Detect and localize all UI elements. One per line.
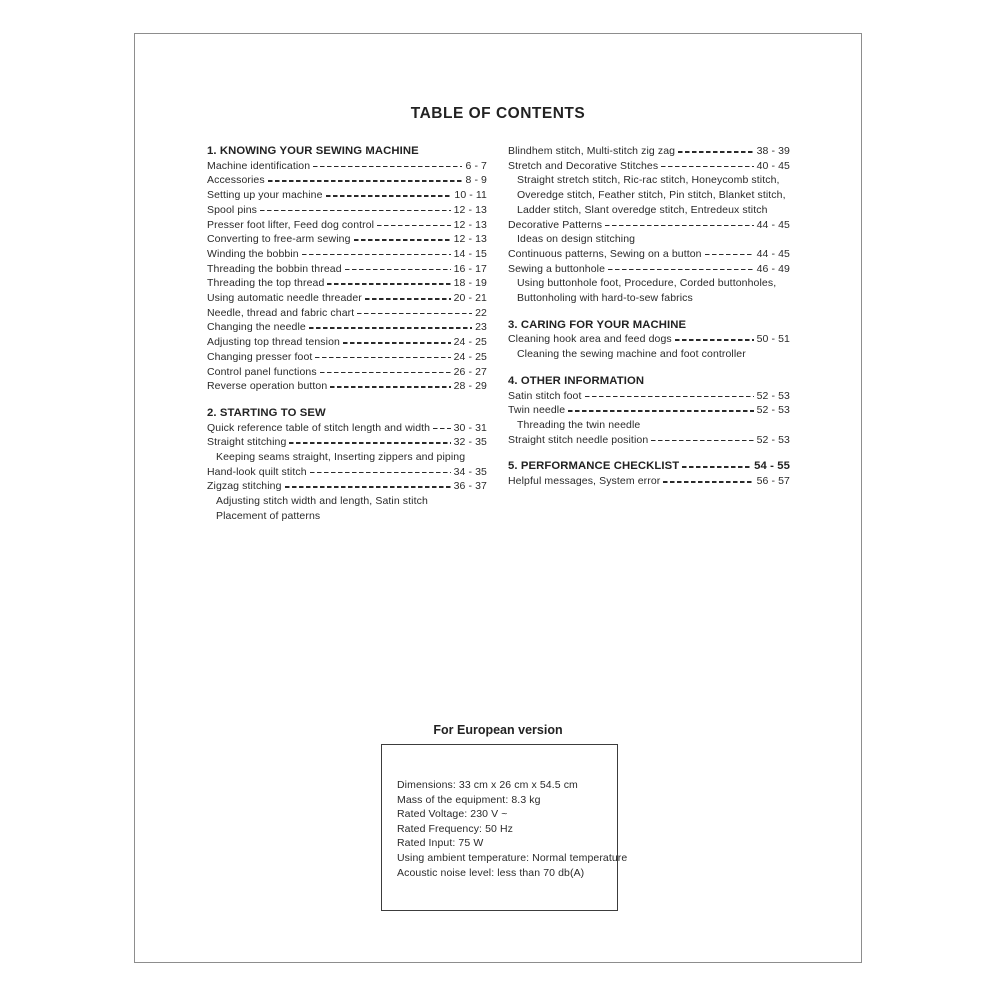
dash-leader xyxy=(306,320,475,335)
toc-entry-pages: 46 - 49 xyxy=(756,262,790,275)
toc-entry-label: Zigzag stitching xyxy=(207,480,282,493)
toc-entry-pages: 22 xyxy=(475,306,487,319)
toc-entry-label: 4. OTHER INFORMATION xyxy=(508,374,645,387)
toc-entry-label: Continuous patterns, Sewing on a button xyxy=(508,247,702,260)
toc-entry-pages: 54 - 55 xyxy=(754,460,790,473)
toc-row xyxy=(508,173,790,188)
toc-entry-pages: 24 - 25 xyxy=(453,336,487,349)
toc-row xyxy=(207,479,487,494)
toc-entry-pages: 14 - 15 xyxy=(453,247,487,260)
spec-line-text: Dimensions: 33 cm x 26 cm x 54.5 cm xyxy=(397,779,578,791)
toc-entry-label: Twin needle xyxy=(508,404,566,417)
toc-entry-label: Stretch and Decorative Stitches xyxy=(508,159,659,172)
toc-entry-pages: 52 - 53 xyxy=(756,433,790,446)
toc-entry-label: Accessories xyxy=(207,174,265,187)
toc-entry-label: Threading the top thread xyxy=(207,277,325,290)
toc-entry-label: Adjusting stitch width and length, Satin stitch xyxy=(216,495,428,508)
toc-entry-label: Straight stitch needle position xyxy=(508,433,649,446)
toc-entry-pages: 50 - 51 xyxy=(756,333,790,346)
toc-row xyxy=(508,247,790,262)
toc-entry-pages: 26 - 27 xyxy=(453,365,487,378)
toc-entry-pages: 20 - 21 xyxy=(453,292,487,305)
toc-entry-label: Winding the bobbin xyxy=(207,247,299,260)
toc-row xyxy=(207,262,487,277)
toc-row xyxy=(207,144,487,159)
dash-leader xyxy=(672,332,757,347)
dash-leader xyxy=(307,465,454,480)
toc-row xyxy=(207,276,487,291)
european-version-heading: For European version xyxy=(433,723,563,737)
toc-entry-pages: 40 - 45 xyxy=(756,159,790,172)
toc-entry-label: Buttonholing with hard-to-sew fabrics xyxy=(517,292,693,305)
dash-leader xyxy=(648,433,756,448)
toc-entry-label: Reverse operation button xyxy=(207,380,328,393)
toc-entry-pages: 12 - 13 xyxy=(453,218,487,231)
manual-page xyxy=(134,33,862,963)
dash-leader xyxy=(265,173,466,188)
toc-row xyxy=(207,421,487,436)
toc-row xyxy=(207,291,487,306)
toc-entry-label: Keeping seams straight, Inserting zippers and piping xyxy=(216,451,466,464)
toc-entry-label: Quick reference table of stitch length and width xyxy=(207,421,431,434)
toc-entry-label: Helpful messages, System error xyxy=(508,475,661,488)
toc-row xyxy=(508,418,790,433)
dash-leader xyxy=(342,262,454,277)
dash-leader xyxy=(702,247,757,262)
spec-line-text: Rated Frequency: 50 Hz xyxy=(397,822,514,835)
toc-row xyxy=(207,320,487,335)
toc-entry-label: Changing presser foot xyxy=(207,350,313,363)
toc-row xyxy=(207,335,487,350)
page-title: TABLE OF CONTENTS xyxy=(410,105,586,122)
european-spec-box xyxy=(381,744,628,911)
spec-line xyxy=(397,836,611,851)
toc-entry-pages: 52 - 53 xyxy=(756,404,790,417)
toc-entry-label: Sewing a buttonhole xyxy=(508,262,606,275)
toc-row xyxy=(207,365,487,380)
toc-row xyxy=(508,318,790,333)
toc-entry-pages: 30 - 31 xyxy=(453,421,487,434)
spec-line xyxy=(397,793,611,808)
toc-row xyxy=(207,218,487,233)
dash-leader xyxy=(605,262,757,277)
dash-leader xyxy=(312,350,453,365)
toc-entry-pages: 16 - 17 xyxy=(453,262,487,275)
dash-leader xyxy=(679,459,754,474)
toc-entry-label: Changing the needle xyxy=(207,321,306,334)
toc-entry-label: 5. PERFORMANCE CHECKLIST xyxy=(508,460,680,473)
toc-row xyxy=(508,159,790,174)
dash-leader xyxy=(340,335,454,350)
toc-entry-pages: 34 - 35 xyxy=(453,465,487,478)
toc-entry-pages: 12 - 13 xyxy=(453,233,487,246)
toc-entry-label: Hand-look quilt stitch xyxy=(207,465,307,478)
toc-row xyxy=(508,291,790,306)
toc-entry-label: Straight stitching xyxy=(207,436,287,449)
toc-row xyxy=(207,350,487,365)
toc-row xyxy=(508,232,790,247)
dash-leader xyxy=(323,188,455,203)
toc-row xyxy=(508,403,790,418)
toc-entry-label: Machine identification xyxy=(207,159,311,172)
spec-line-text: Acoustic noise level: less than 70 db(A) xyxy=(397,866,585,879)
toc-row xyxy=(508,459,790,474)
toc-row xyxy=(207,247,487,262)
toc-row xyxy=(508,433,790,448)
toc-column-left xyxy=(207,144,487,524)
toc-entry-pages: 6 - 7 xyxy=(465,159,487,172)
toc-row xyxy=(508,276,790,291)
dash-leader xyxy=(675,144,757,159)
dash-leader xyxy=(362,291,454,306)
toc-row xyxy=(207,232,487,247)
toc-row xyxy=(508,332,790,347)
toc-row xyxy=(207,159,487,174)
toc-row xyxy=(207,494,487,509)
toc-entry-label: Ladder stitch, Slant overedge stitch, Entredeux stitch xyxy=(517,203,768,216)
toc-entry-pages: 28 - 29 xyxy=(453,380,487,393)
toc-row xyxy=(207,306,487,321)
toc-entry-label: Straight stretch stitch, Ric-rac stitch, Honeycomb stitch, xyxy=(517,174,780,187)
toc-entry-label: Presser foot lifter, Feed dog control xyxy=(207,218,375,231)
dash-leader xyxy=(430,421,454,436)
toc-entry-label: Spool pins xyxy=(207,203,258,216)
toc-entry-label: Blindhem stitch, Multi-stitch zig zag xyxy=(508,145,676,157)
toc-entry-label: Using automatic needle threader xyxy=(207,292,362,305)
spec-line-text: Mass of the equipment: 8.3 kg xyxy=(397,793,541,806)
toc-row xyxy=(508,347,790,362)
toc-row xyxy=(207,435,487,450)
dash-leader xyxy=(582,389,757,404)
dash-leader xyxy=(286,435,453,450)
toc-entry-label: Threading the twin needle xyxy=(517,418,641,431)
toc-entry-pages: 56 - 57 xyxy=(756,475,790,488)
toc-row xyxy=(207,509,487,524)
toc-entry-pages: 8 - 9 xyxy=(465,174,487,187)
toc-entry-label: Control panel functions xyxy=(207,365,317,378)
dash-leader xyxy=(310,159,465,174)
toc-row xyxy=(207,173,487,188)
toc-entry-label: 3. CARING FOR YOUR MACHINE xyxy=(508,318,687,331)
spec-line xyxy=(397,851,628,866)
dash-leader xyxy=(317,365,454,380)
toc-entry-pages: 10 - 11 xyxy=(454,189,487,202)
dash-leader xyxy=(658,159,756,174)
toc-entry-pages: 52 - 53 xyxy=(756,389,790,402)
toc-row xyxy=(508,262,790,277)
dash-leader xyxy=(602,218,757,233)
toc-row xyxy=(508,188,790,203)
toc-entry-label: Cleaning the sewing machine and foot controller xyxy=(517,348,746,361)
toc-entry-label: Satin stitch foot xyxy=(508,389,582,402)
toc-entry-label: 1. KNOWING YOUR SEWING MACHINE xyxy=(207,145,419,157)
dash-leader xyxy=(660,474,756,489)
dash-leader xyxy=(565,403,756,418)
toc-row xyxy=(508,374,790,389)
toc-entry-label: Cleaning hook area and feed dogs xyxy=(508,333,672,346)
toc-column-right xyxy=(508,144,790,524)
toc-entry-label: Setting up your machine xyxy=(207,189,323,202)
toc-row xyxy=(508,203,790,218)
table-of-contents xyxy=(207,144,790,524)
dash-leader xyxy=(351,232,454,247)
spec-line-text: Using ambient temperature: Normal temperature xyxy=(397,851,628,864)
toc-entry-pages: 18 - 19 xyxy=(453,277,487,290)
toc-entry-label: Adjusting top thread tension xyxy=(207,336,340,349)
toc-entry-label: Using buttonhole foot, Procedure, Corded buttonholes, xyxy=(517,277,777,290)
toc-entry-pages: 23 xyxy=(475,321,487,334)
toc-entry-label: 2. STARTING TO SEW xyxy=(207,406,326,419)
toc-row xyxy=(207,188,487,203)
toc-entry-pages: 24 - 25 xyxy=(453,350,487,363)
toc-row xyxy=(207,450,487,465)
toc-row xyxy=(508,218,790,233)
toc-entry-pages: 32 - 35 xyxy=(453,436,487,449)
toc-entry-label: Threading the bobbin thread xyxy=(207,262,342,275)
dash-leader xyxy=(374,218,453,233)
spec-line xyxy=(397,822,611,837)
toc-entry-label: Overedge stitch, Feather stitch, Pin stitch, Blanket stitch, xyxy=(517,189,786,202)
toc-entry-pages: 36 - 37 xyxy=(453,480,487,493)
toc-row xyxy=(508,144,790,159)
toc-entry-pages: 38 - 39 xyxy=(756,145,790,157)
spec-line-text: Rated Voltage: 230 V ~ xyxy=(397,808,508,821)
toc-row xyxy=(207,203,487,218)
dash-leader xyxy=(324,276,453,291)
toc-entry-label: Ideas on design stitching xyxy=(517,233,636,246)
toc-entry-label: Decorative Patterns xyxy=(508,218,603,231)
toc-entry-pages: 44 - 45 xyxy=(756,218,790,231)
spec-line xyxy=(397,866,611,881)
dash-leader xyxy=(354,306,475,321)
dash-leader xyxy=(282,479,454,494)
dash-leader xyxy=(257,203,454,218)
toc-row xyxy=(207,379,487,394)
toc-entry-label: Converting to free-arm sewing xyxy=(207,233,351,246)
toc-entry-pages: 12 - 13 xyxy=(453,203,487,216)
spec-line xyxy=(397,807,611,822)
toc-entry-label: Needle, thread and fabric chart xyxy=(207,306,355,319)
toc-row xyxy=(207,465,487,480)
toc-entry-label: Placement of patterns xyxy=(216,509,321,522)
spec-line-text: Rated Input: 75 W xyxy=(397,837,484,850)
spec-line xyxy=(397,778,611,793)
dash-leader xyxy=(327,379,453,394)
dash-leader xyxy=(299,247,454,262)
toc-row xyxy=(508,389,790,404)
toc-entry-pages: 44 - 45 xyxy=(756,247,790,260)
toc-row xyxy=(508,474,790,489)
toc-row xyxy=(207,406,487,421)
